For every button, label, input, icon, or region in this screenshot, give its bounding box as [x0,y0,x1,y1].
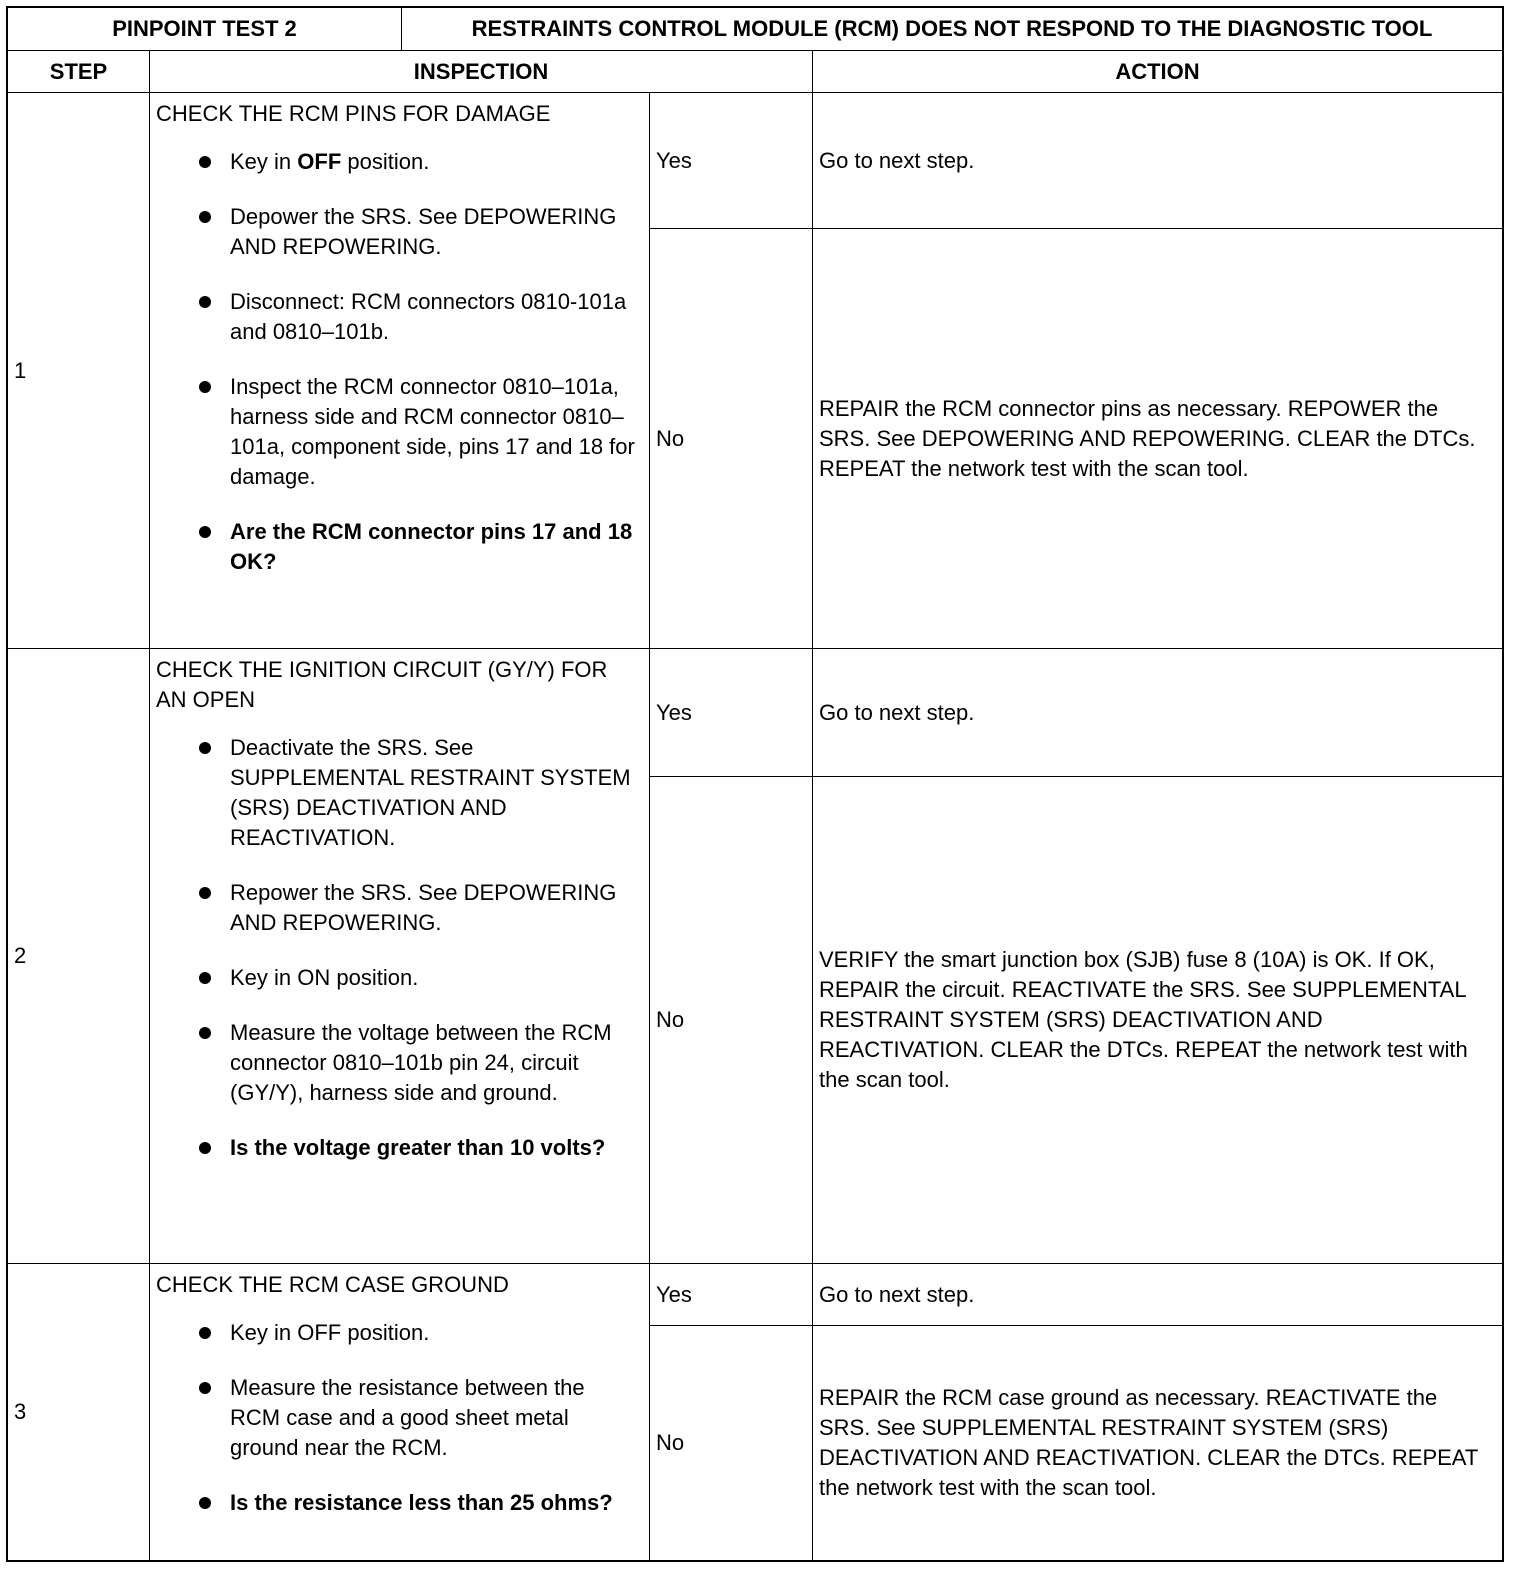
inspection-bullet [156,1018,639,1108]
bullet-icon [199,1497,211,1509]
bullet-text: Depower the SRS. See DEPOWERING AND REPOWERING. [230,204,617,259]
no-action: VERIFY the smart junction box (SJB) fuse 8 (10A) is OK. If OK, REPAIR the circuit. REACTIVATE the SRS. See SUPPLEMENTAL RESTRAINT SYSTEM (SRS) DEACTIVATION AND REACTIVATION. CLEAR the DTCs. REPEAT the network test with the scan tool. [812,776,1502,1263]
step-inspection [149,648,649,1263]
inspection-bullet-list [156,147,639,577]
bullet-icon [199,1027,211,1039]
bullet-icon [199,1382,211,1394]
bullet-icon [199,742,211,754]
pinpoint-test-table [6,6,1504,1562]
step-number: 3 [8,1263,149,1560]
no-label: No [649,776,812,1263]
inspection-column-header: INSPECTION [149,50,812,92]
bullet-icon [199,1142,211,1154]
inspection-title: CHECK THE RCM PINS FOR DAMAGE [156,101,551,126]
question-text: Are the RCM connector pins 17 and 18 OK? [230,519,633,574]
bullet-icon [199,1327,211,1339]
question-text: Is the resistance less than 25 ohms? [230,1490,613,1515]
step-number: 1 [8,92,149,648]
bullet-text: Measure the resistance between the RCM case and a good sheet metal ground near the RCM. [230,1375,585,1460]
test-name: PINPOINT TEST 2 [112,16,297,41]
bullet-text: Measure the voltage between the RCM connector 0810–101b pin 24, circuit (GY/Y), harness side and ground. [230,1020,612,1105]
bullet-text: Disconnect: RCM connectors 0810-101a and 0810–101b. [230,289,627,344]
bullet-icon [199,381,211,393]
step-column-header: STEP [8,50,149,92]
inspection-bullet [156,147,639,177]
bullet-text: Inspect the RCM connector 0810–101a, harness side and RCM connector 0810–101a, component side, pins 17 and 18 for damage. [230,374,635,489]
no-action: REPAIR the RCM case ground as necessary. REACTIVATE the SRS. See SUPPLEMENTAL RESTRAINT SYSTEM (SRS) DEACTIVATION AND REACTIVATION. CLEAR the DTCs. REPEAT the network test with the scan tool. [812,1325,1502,1560]
inspection-bullet [156,287,639,347]
yes-action: Go to next step. [812,92,1502,228]
action-column-header: ACTION [812,50,1502,92]
bullet-icon [199,887,211,899]
bullet-text-key-off: Key in OFF position. [230,149,430,174]
yes-label: Yes [649,92,812,228]
yes-label: Yes [649,648,812,776]
no-label: No [649,1325,812,1560]
step-number: 2 [8,648,149,1263]
test-description: RESTRAINTS CONTROL MODULE (RCM) DOES NOT RESPOND TO THE DIAGNOSTIC TOOL [401,8,1502,50]
no-action: REPAIR the RCM connector pins as necessary. REPOWER the SRS. See DEPOWERING AND REPOWERING. CLEAR the DTCs. REPEAT the network test with the scan tool. [812,228,1502,648]
yes-action: Go to next step. [812,648,1502,776]
no-label: No [649,228,812,648]
inspection-title: CHECK THE RCM CASE GROUND [156,1272,509,1297]
step-inspection [149,1263,649,1560]
bullet-text: Key in OFF position. [230,1320,430,1345]
bullet-icon [199,972,211,984]
yes-label: Yes [649,1263,812,1325]
inspection-question [156,1488,639,1518]
inspection-bullet-list [156,1318,639,1518]
inspection-bullet [156,1318,639,1348]
bullet-icon [199,296,211,308]
inspection-bullet [156,878,639,938]
bullet-icon [199,211,211,223]
inspection-bullet [156,963,639,993]
bullet-icon [199,156,211,168]
inspection-question [156,1133,639,1163]
inspection-bullet [156,202,639,262]
inspection-question [156,517,639,577]
inspection-bullet [156,372,639,492]
inspection-title: CHECK THE IGNITION CIRCUIT (GY/Y) FOR AN OPEN [156,657,608,712]
bullet-icon [199,526,211,538]
bullet-text: Repower the SRS. See DEPOWERING AND REPOWERING. [230,880,617,935]
bullet-text: Deactivate the SRS. See SUPPLEMENTAL RESTRAINT SYSTEM (SRS) DEACTIVATION AND REACTIVATION. [230,735,631,850]
inspection-bullet-list [156,733,639,1163]
inspection-bullet [156,1373,639,1463]
step-inspection [149,92,649,648]
bullet-text: Key in ON position. [230,965,419,990]
inspection-bullet [156,733,639,853]
question-text: Is the voltage greater than 10 volts? [230,1135,606,1160]
yes-action: Go to next step. [812,1263,1502,1325]
